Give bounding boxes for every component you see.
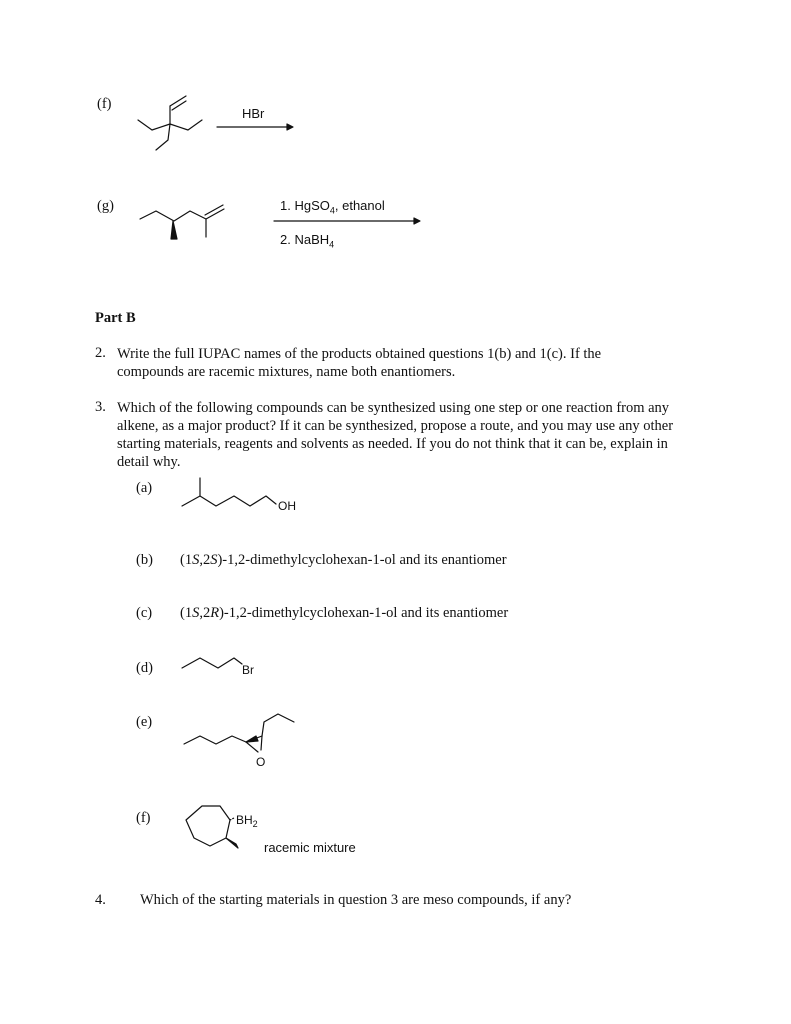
q3-item-f-note: racemic mixture	[264, 840, 356, 855]
reaction-g-wedge-bond	[171, 221, 177, 239]
q3-item-a-structure	[180, 474, 300, 519]
q3-text: Which of the following compounds can be synthesized using one step or one reaction from any alkene, as a major product? If it can be synthesized, propose a route, and you may use any other starting materials, reagents and solvents as needed. If you do not think that it can be, explain in detail why.	[117, 400, 674, 470]
q3-item-d-structure	[180, 654, 270, 684]
q3-item-e-left-chain	[184, 736, 246, 744]
q3-item-e-oxygen: O	[256, 755, 266, 769]
reaction-g-step1: 1. HgSO$_4$, ethanol	[280, 198, 385, 216]
q3-item-d-label: (d)	[136, 660, 153, 676]
q3-item-b-text: (1S,2S)-1,2-dimethylcyclohexan-1-ol and its enantiomer	[180, 552, 507, 568]
q3-item-f-cycloheptane-ring	[186, 806, 230, 846]
q3-item-a-chain	[182, 496, 276, 506]
q3-item-a-oh: OH	[278, 499, 296, 513]
q3-item-f-label: (f)	[136, 810, 151, 826]
reaction-f-vinyl-double-2	[172, 101, 186, 110]
reaction-g-arrow	[272, 216, 422, 226]
q3-item-f-wedge-methyl	[226, 838, 238, 848]
q3-item-a-label: (a)	[136, 480, 153, 496]
reaction-f-arrow	[215, 122, 295, 132]
reaction-g-double-bond	[205, 205, 223, 215]
q3-item-e-label: (e)	[136, 714, 153, 730]
q3-item-c-label: (c)	[136, 605, 153, 621]
q2-text: Write the full IUPAC names of the products obtained questions 1(b) and 1(c). If the compounds are racemic mixtures, name both enantiomers.	[117, 346, 602, 380]
q3-item-d-chain	[182, 658, 242, 668]
q3-item-f-hash-bond	[230, 818, 234, 820]
reaction-g-label: (g)	[97, 198, 114, 214]
part-b-heading: Part B	[95, 310, 136, 326]
q3-item-e-epoxide-co1	[246, 742, 258, 752]
q2-number: 2.	[95, 345, 106, 361]
reaction-g-step2: 2. NaBH$_4$	[280, 232, 335, 250]
q3-item-e-wedge	[246, 736, 258, 742]
q3-item-b-label: (b)	[136, 552, 153, 568]
q3-item-e-structure	[182, 712, 312, 772]
q3-item-f-bh2: $BH_2$	[236, 813, 258, 829]
reaction-g-alkene-structure	[138, 205, 238, 250]
q3-item-d-br: Br	[242, 663, 254, 677]
q3-item-c-text: (1S,2R)-1,2-dimethylcyclohexan-1-ol and its enantiomer	[180, 605, 509, 621]
reaction-f-reagent: HBr	[242, 106, 265, 121]
reaction-f-label: (f)	[97, 96, 112, 112]
q4-text: Which of the starting materials in question 3 are meso compounds, if any?	[140, 892, 572, 908]
q3-item-e-right-chain	[262, 714, 294, 736]
q3-number: 3.	[95, 399, 106, 415]
q3-item-e-epoxide-co2	[261, 736, 262, 750]
q4-number: 4.	[95, 892, 106, 908]
reaction-f-alkene-structure	[130, 92, 200, 152]
reaction-f-vinyl-double-1	[170, 96, 186, 106]
